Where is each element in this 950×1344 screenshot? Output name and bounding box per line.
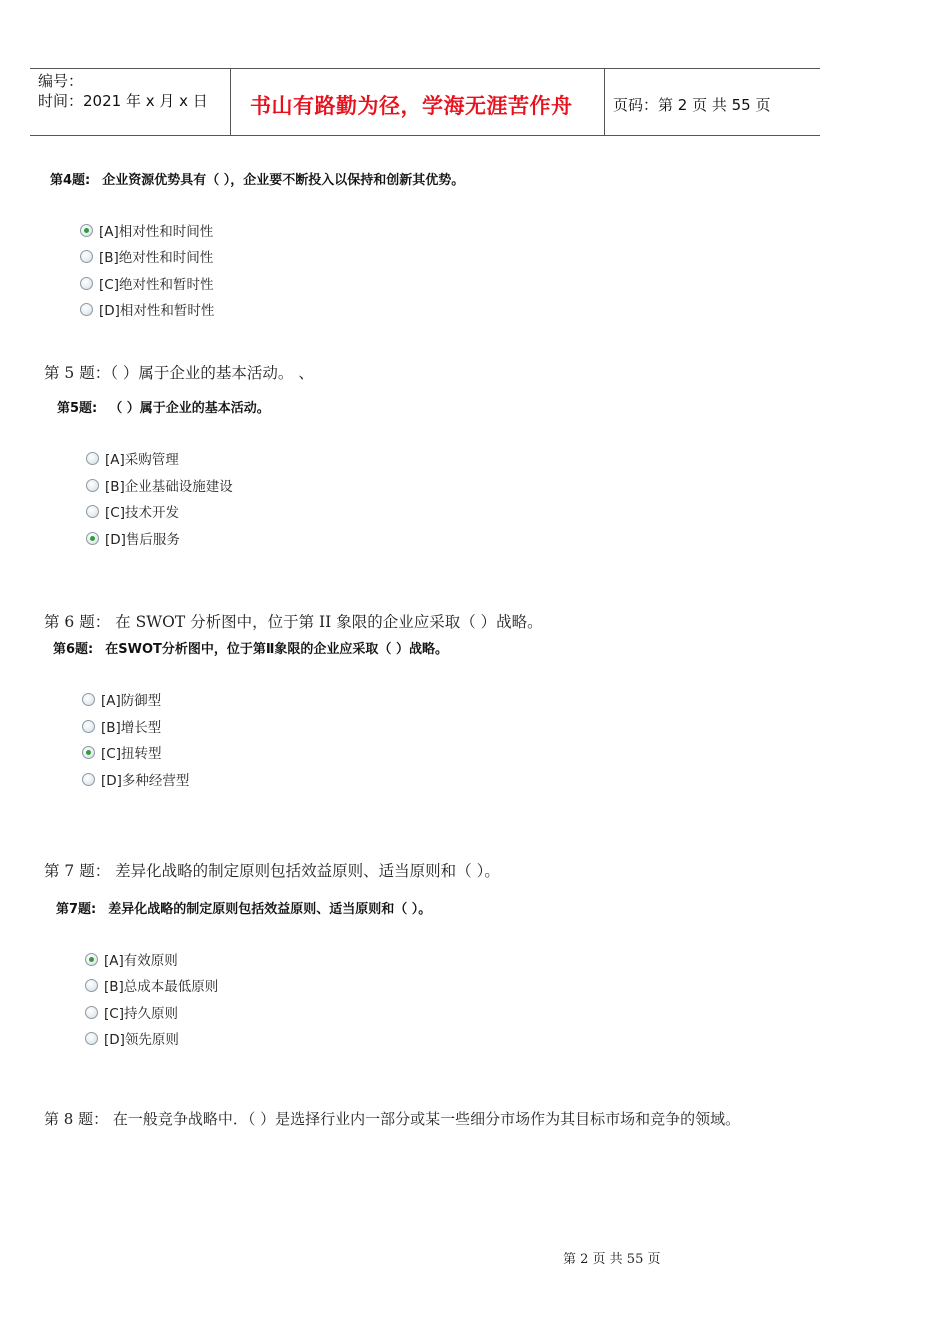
option-label: [C]技术开发 <box>105 505 179 521</box>
radio-icon[interactable] <box>86 505 99 518</box>
question-number: 第7题: <box>56 902 97 917</box>
radio-icon[interactable] <box>80 250 93 263</box>
question-7-shot <box>56 898 431 917</box>
question-7-text: 第 7 题： 差异化战略的制定原则包括效益原则、适当原则和（ ）。 <box>44 862 500 880</box>
q4-option-b[interactable] <box>80 247 213 265</box>
serial-label: 编号： <box>38 72 84 90</box>
header-top-rule <box>30 68 820 69</box>
q7-option-a[interactable] <box>85 950 178 968</box>
radio-icon[interactable] <box>85 979 98 992</box>
header-motto: 书山有路勤为径，学海无涯苦作舟 <box>250 93 573 118</box>
question-6-text: 第 6 题： 在 SWOT 分析图中，位于第 II 象限的企业应采取（ ）战略。 <box>44 613 543 631</box>
page-footer: 第 2 页 共 55 页 <box>563 1252 661 1267</box>
q4-option-c[interactable] <box>80 274 213 292</box>
radio-icon[interactable] <box>86 479 99 492</box>
question-text: 差异化战略的制定原则包括效益原则、适当原则和（ ）。 <box>108 902 432 917</box>
radio-icon[interactable] <box>80 277 93 290</box>
option-label: [B]企业基础设施建设 <box>105 479 233 495</box>
option-label: [D]售后服务 <box>105 532 180 548</box>
radio-icon[interactable] <box>80 303 93 316</box>
q4-option-d[interactable] <box>80 300 214 318</box>
question-number: 第5题: <box>57 401 98 416</box>
option-label: [D]领先原则 <box>104 1032 179 1048</box>
question-number: 第6题: <box>53 642 94 657</box>
radio-icon[interactable] <box>85 1032 98 1045</box>
option-label: [C]绝对性和暂时性 <box>99 277 214 293</box>
radio-selected-icon[interactable] <box>80 224 93 237</box>
option-label: [C]持久原则 <box>104 1006 178 1022</box>
q6-option-a[interactable] <box>82 690 161 708</box>
q5-option-b[interactable] <box>86 476 233 494</box>
option-label: [B]绝对性和时间性 <box>99 250 214 266</box>
q7-option-b[interactable] <box>85 976 218 994</box>
option-label: [D]多种经营型 <box>101 773 190 789</box>
q7-option-c[interactable] <box>85 1003 178 1021</box>
question-6-shot <box>53 638 448 657</box>
radio-icon[interactable] <box>82 693 95 706</box>
q6-option-c[interactable] <box>82 743 161 761</box>
q4-option-a[interactable] <box>80 221 213 239</box>
question-text: （ ）属于企业的基本活动。 <box>109 401 270 416</box>
q7-option-d[interactable] <box>85 1029 179 1047</box>
q6-option-d[interactable] <box>82 770 189 788</box>
time-label: 时间：2021 年 x 月 x 日 <box>38 92 208 110</box>
option-label: [A]相对性和时间性 <box>99 224 214 240</box>
radio-selected-icon[interactable] <box>86 532 99 545</box>
option-label: [D]相对性和暂时性 <box>99 303 215 319</box>
option-label: [C]扭转型 <box>101 746 162 762</box>
radio-selected-icon[interactable] <box>85 953 98 966</box>
question-5-shot <box>57 397 270 416</box>
header-divider-right <box>604 68 605 136</box>
question-4-shot <box>50 169 464 188</box>
radio-selected-icon[interactable] <box>82 746 95 759</box>
question-text: 在SWOT分析图中，位于第Ⅱ象限的企业应采取（ ）战略。 <box>105 642 448 657</box>
radio-icon[interactable] <box>82 773 95 786</box>
option-label: [A]有效原则 <box>104 953 178 969</box>
header-bottom-rule <box>30 135 820 136</box>
option-label: [B]总成本最低原则 <box>104 979 219 995</box>
question-number: 第4题: <box>50 173 91 188</box>
q6-option-b[interactable] <box>82 717 161 735</box>
question-8-text: 第 8 题： 在一般竞争战略中．（ ）是选择行业内一部分或某一些细分市场作为其目标市场和竞争的领域。 <box>44 1110 741 1128</box>
radio-icon[interactable] <box>85 1006 98 1019</box>
radio-icon[interactable] <box>82 720 95 733</box>
page-code: 页码：第 2 页 共 55 页 <box>613 96 771 114</box>
option-label: [A]采购管理 <box>105 452 179 468</box>
question-5-text: 第 5 题：（ ）属于企业的基本活动。 、 <box>44 364 314 382</box>
radio-icon[interactable] <box>86 452 99 465</box>
q5-option-d[interactable] <box>86 529 180 547</box>
option-label: [B]增长型 <box>101 720 162 736</box>
header-divider-left <box>230 68 231 136</box>
option-label: [A]防御型 <box>101 693 162 709</box>
q5-option-c[interactable] <box>86 502 179 520</box>
question-text: 企业资源优势具有（ ），企业要不断投入以保持和创新其优势。 <box>102 173 465 188</box>
q5-option-a[interactable] <box>86 449 179 467</box>
